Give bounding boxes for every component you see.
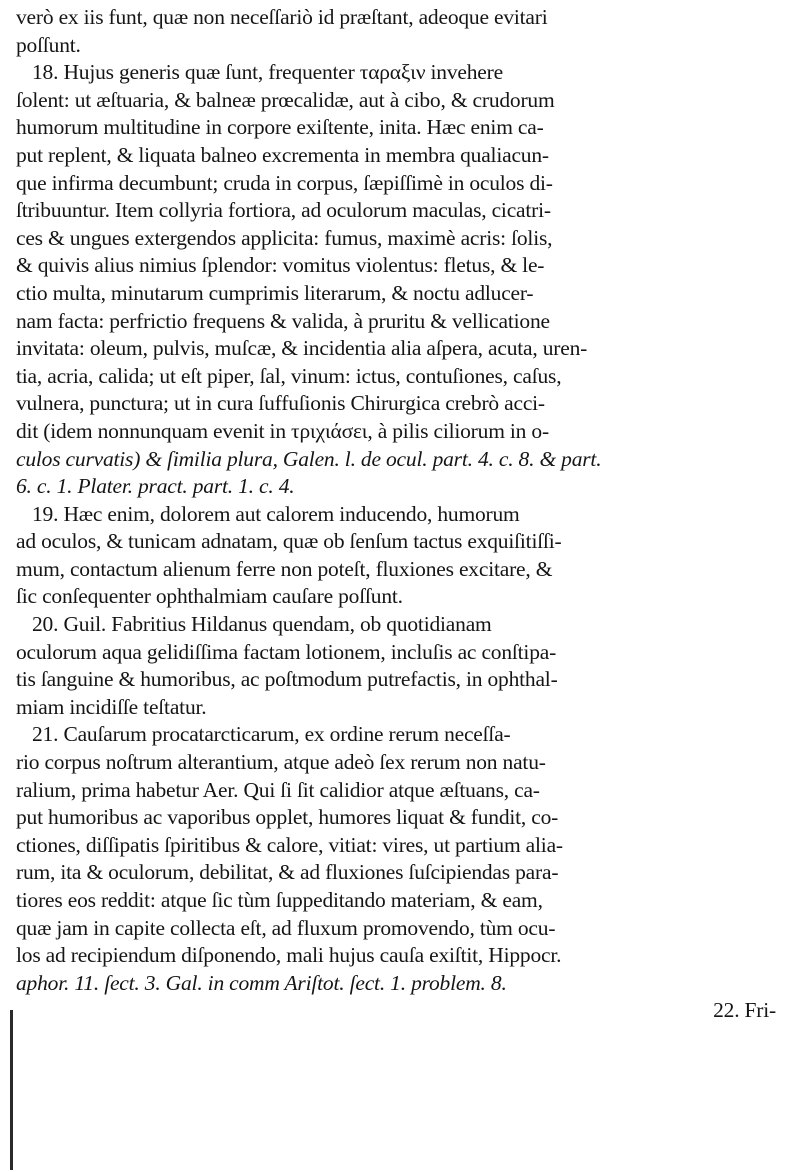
citation-line: 6. c. 1. Plater. pract. part. 1. c. 4. [16, 474, 295, 499]
text-line: ralium, prima habetur Aer. Qui ſi ſit calidior atque æſtuans, ca- [16, 777, 540, 802]
paragraph-21-start: 21. Cauſarum procatarcticarum, ex ordine rerum neceſſa- [32, 722, 511, 747]
text-line: put humoribus ac vaporibus opplet, humores liquat & fundit, co- [16, 805, 559, 830]
text-line: tia, acria, calida; ut eſt piper, ſal, vinum: ictus, contuſiones, caſus, [16, 363, 562, 388]
text-line: ſic conſequenter ophthalmiam cauſare poſſunt. [16, 584, 403, 609]
text-line: ctio multa, minutarum cumprimis literarum, & noctu adlucer- [16, 280, 534, 305]
text-line: dit (idem nonnunquam evenit in τριχιάσει, à pilis ciliorum in o- [16, 418, 549, 443]
text-line: & quivis alius nimius ſplendor: vomitus violentus: fletus, & le- [16, 253, 545, 278]
text-line: rum, ita & oculorum, debilitat, & ad fluxiones ſuſcipiendas para- [16, 860, 559, 885]
text-line: ad oculos, & tunicam adnatam, quæ ob ſenſum tactus exquiſitiſſi- [16, 529, 562, 554]
paragraph-19-start: 19. Hæc enim, dolorem aut calorem inducendo, humorum [32, 501, 520, 526]
citation-line: culos curvatis) & ſimilia plura, Galen. l. de ocul. part. 4. c. 8. & part. [16, 446, 602, 471]
text-line: invitata: oleum, pulvis, muſcæ, & incidentia alia aſpera, acuta, uren- [16, 336, 588, 361]
text-line: ſtribuuntur. Item collyria fortiora, ad oculorum maculas, cicatri- [16, 198, 551, 223]
catchword: 22. Fri- [713, 998, 776, 1023]
text-line: vulnera, punctura; ut in cura ſuffuſionis Chirurgica crebrò acci- [16, 391, 545, 416]
text-line: poſſunt. [16, 32, 81, 57]
text-line: oculorum aqua gelidiſſima factam lotionem, incluſis ac conſtipa- [16, 639, 557, 664]
text-line: los ad recipiendum diſponendo, mali hujus cauſa exiſtit, Hippocr. [16, 943, 562, 968]
citation-line: aphor. 11. ſect. 3. Gal. in comm Ariſtot. ſect. 1. problem. 8. [16, 970, 507, 995]
text-line: tis ſanguine & humoribus, ac poſtmodum putrefactis, in ophthal- [16, 667, 558, 692]
text-line: nam facta: perfrictio frequens & valida, à pruritu & vellicatione [16, 308, 550, 333]
text-line: que infirma decumbunt; cruda in corpus, ſæpiſſimè in oculos di- [16, 170, 553, 195]
text-line: quæ jam in capite collecta eſt, ad fluxum promovendo, tùm ocu- [16, 915, 556, 940]
text-line: ſolent: ut æſtuaria, & balneæ prœcalidæ, aut à cibo, & crudorum [16, 87, 555, 112]
text-line: ctiones, diſſipatis ſpiritibus & calore, vitiat: vires, ut partium alia- [16, 832, 563, 857]
text-line: verò ex iis funt, quæ non neceſſariò id præſtant, adeoque evitari [16, 5, 548, 29]
text-line: ces & ungues extergendos applicita: fumus, maximè acris: ſolis, [16, 225, 553, 250]
latin-text-body [16, 4, 796, 1025]
text-line: rio corpus noſtrum alterantium, atque adeò ſex rerum non natu- [16, 750, 546, 775]
text-line: mum, contactum alienum ferre non poteſt, fluxiones excitare, & [16, 556, 553, 581]
text-line: tiores eos reddit: atque ſic tùm ſuppeditando materiam, & eam, [16, 888, 543, 912]
text-line: put replent, & liquata balneo excrementa in membra qualiacun- [16, 142, 549, 167]
text-line: humorum multitudine in corpore exiſtente, inita. Hæc enim ca- [16, 115, 544, 140]
text-line: miam incidiſſe teſtatur. [16, 694, 207, 719]
paragraph-18-start: 18. Hujus generis quæ ſunt, frequenter ταραξιν invehere [32, 60, 503, 85]
paragraph-20-start: 20. Guil. Fabritius Hildanus quendam, ob quotidianam [32, 612, 492, 637]
scan-edge-shadow [10, 1010, 13, 1170]
